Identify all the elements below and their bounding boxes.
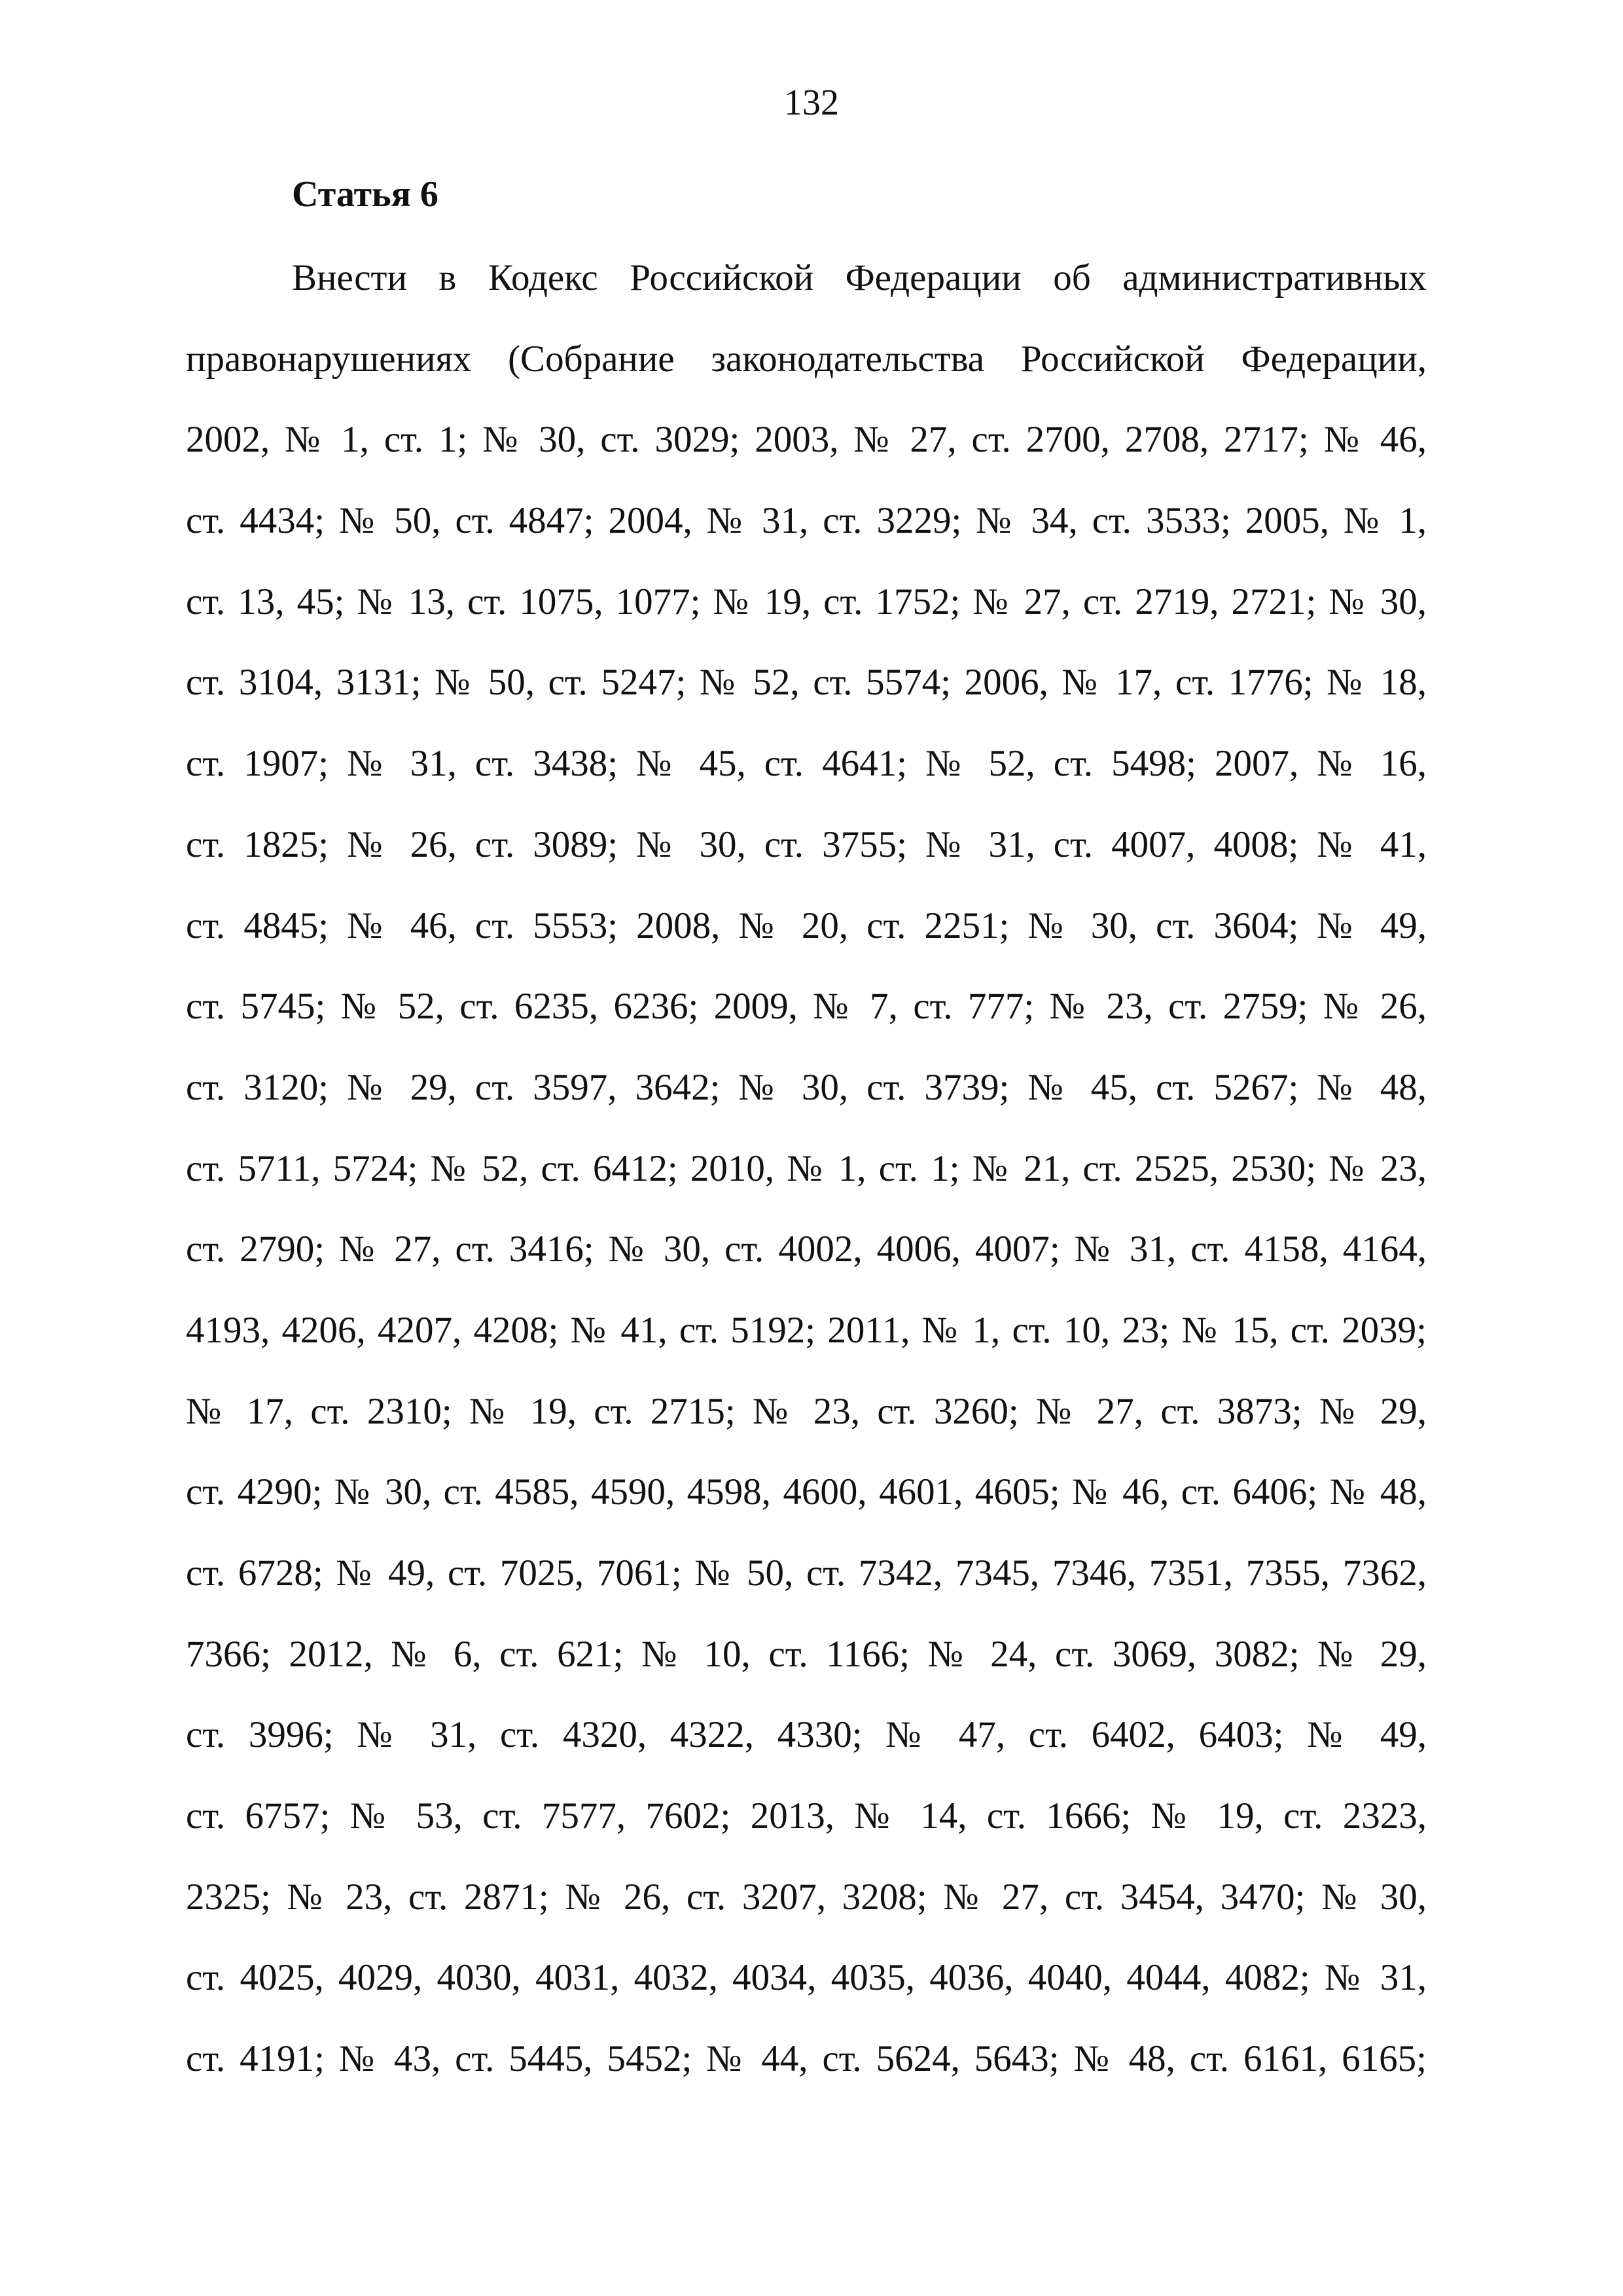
paragraph-line: 2325; № 23, ст. 2871; № 26, ст. 3207, 3208; № 27, ст. 3454, 3470; № 30, <box>186 1876 1427 1918</box>
paragraph-line: № 17, ст. 2310; № 19, ст. 2715; № 23, ст. 3260; № 27, ст. 3873; № 29, <box>186 1390 1427 1432</box>
paragraph-line: ст. 2790; № 27, ст. 3416; № 30, ст. 4002, 4006, 4007; № 31, ст. 4158, 4164, <box>186 1229 1427 1270</box>
paragraph-line: ст. 13, 45; № 13, ст. 1075, 1077; № 19, ст. 1752; № 27, ст. 2719, 2721; № 30, <box>186 581 1427 622</box>
paragraph-line: ст. 3120; № 29, ст. 3597, 3642; № 30, ст. 3739; № 45, ст. 5267; № 48, <box>186 1066 1427 1108</box>
paragraph-line: ст. 5711, 5724; № 52, ст. 6412; 2010, № 1, ст. 1; № 21, ст. 2525, 2530; № 23, <box>186 1147 1427 1189</box>
page-number: 132 <box>784 82 839 123</box>
paragraph-line: ст. 4845; № 46, ст. 5553; 2008, № 20, ст. 2251; № 30, ст. 3604; № 49, <box>186 905 1427 946</box>
paragraph-line: ст. 3996; № 31, ст. 4320, 4322, 4330; № 47, ст. 6402, 6403; № 49, <box>186 1714 1427 1756</box>
paragraph-line: правонарушениях (Собрание законодательства Российской Федерации, <box>186 338 1427 380</box>
paragraph-line: ст. 4290; № 30, ст. 4585, 4590, 4598, 4600, 4601, 4605; № 46, ст. 6406; № 48, <box>186 1471 1427 1513</box>
paragraph-line: 4193, 4206, 4207, 4208; № 41, ст. 5192; 2011, № 1, ст. 10, 23; № 15, ст. 2039; <box>186 1309 1427 1351</box>
paragraph-line: Внести в Кодекс Российской Федерации об административных <box>292 257 1427 298</box>
paragraph-line: ст. 6728; № 49, ст. 7025, 7061; № 50, ст. 7342, 7345, 7346, 7351, 7355, 7362, <box>186 1552 1427 1594</box>
paragraph-line: ст. 4191; № 43, ст. 5445, 5452; № 44, ст. 5624, 5643; № 48, ст. 6161, 6165; <box>186 2038 1427 2080</box>
article-heading: Статья 6 <box>292 174 438 215</box>
paragraph-line: ст. 4434; № 50, ст. 4847; 2004, № 31, ст. 3229; № 34, ст. 3533; 2005, № 1, <box>186 500 1427 542</box>
paragraph-line: ст. 4025, 4029, 4030, 4031, 4032, 4034, 4035, 4036, 4040, 4044, 4082; № 31, <box>186 1957 1427 1999</box>
paragraph-line: 2002, № 1, ст. 1; № 30, ст. 3029; 2003, № 27, ст. 2700, 2708, 2717; № 46, <box>186 419 1427 461</box>
paragraph-line: ст. 5745; № 52, ст. 6235, 6236; 2009, № 7, ст. 777; № 23, ст. 2759; № 26, <box>186 986 1427 1028</box>
paragraph-line: ст. 1825; № 26, ст. 3089; № 30, ст. 3755; № 31, ст. 4007, 4008; № 41, <box>186 823 1427 865</box>
paragraph-line: ст. 3104, 3131; № 50, ст. 5247; № 52, ст. 5574; 2006, № 17, ст. 1776; № 18, <box>186 662 1427 704</box>
paragraph-line: 7366; 2012, № 6, ст. 621; № 10, ст. 1166; № 24, ст. 3069, 3082; № 29, <box>186 1633 1427 1675</box>
paragraph-line: ст. 6757; № 53, ст. 7577, 7602; 2013, № 14, ст. 1666; № 19, ст. 2323, <box>186 1795 1427 1837</box>
paragraph <box>186 255 1427 2117</box>
paragraph-line: ст. 1907; № 31, ст. 3438; № 45, ст. 4641; № 52, ст. 5498; 2007, № 16, <box>186 743 1427 785</box>
